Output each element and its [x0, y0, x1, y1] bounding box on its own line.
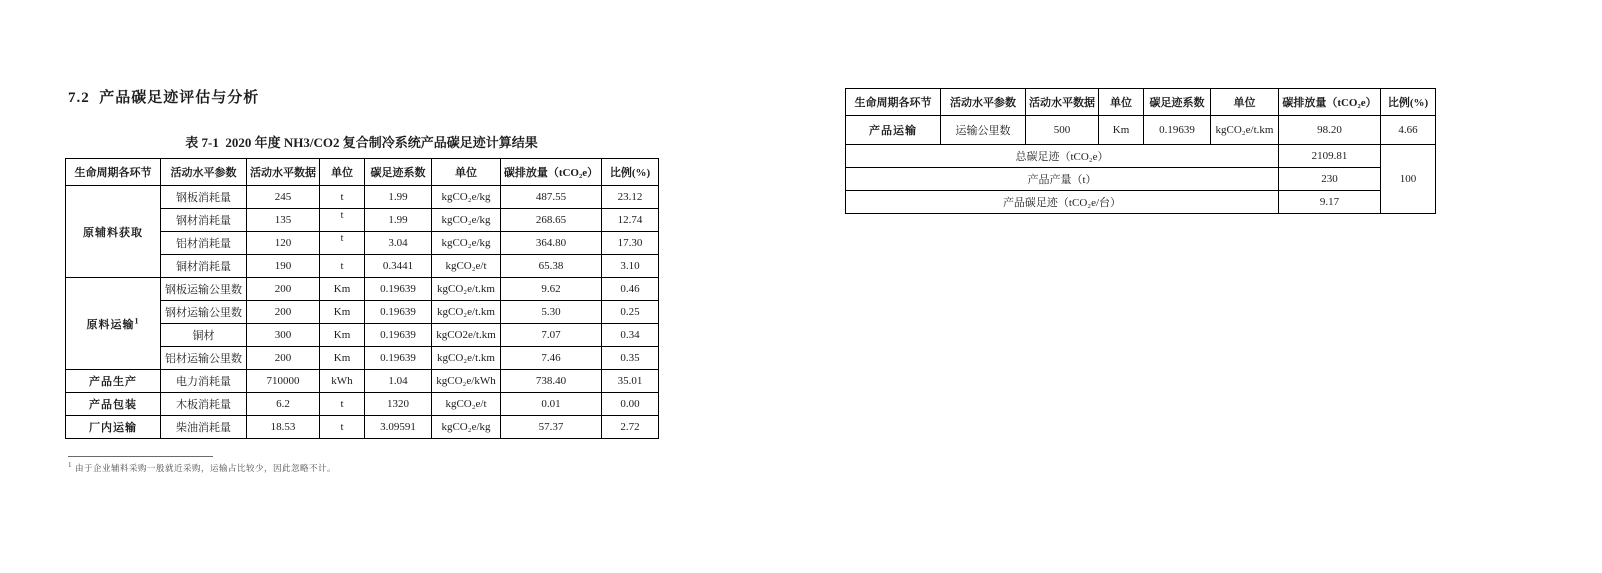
data-cell: 245 — [247, 186, 320, 209]
data-cell: 300 — [247, 324, 320, 347]
ratio-cell: 0.25 — [602, 301, 659, 324]
factor-cell: 0.19639 — [365, 347, 432, 370]
unit-cell: t — [320, 209, 365, 232]
factor-unit-cell: kgCO₂e/t — [432, 255, 501, 278]
emission-cell: 65.38 — [501, 255, 602, 278]
col-header-unit2: 单位 — [432, 159, 501, 186]
summary-value: 9.17 — [1279, 191, 1381, 214]
factor-cell: 0.19639 — [365, 301, 432, 324]
data-cell: 6.2 — [247, 393, 320, 416]
col-header-unit: 单位 — [320, 159, 365, 186]
emission-cell: 738.40 — [501, 370, 602, 393]
col-header-lifecycle: 生命周期各环节 — [846, 89, 941, 116]
merged-ratio-cell: 100 — [1381, 145, 1436, 214]
ratio-cell: 2.72 — [602, 416, 659, 439]
stage-cell-material-transport: 原料运输$^1$ — [66, 278, 161, 370]
summary-row-total-footprint — [846, 145, 1436, 168]
factor-unit-cell: kgCO₂e/t.km — [432, 278, 501, 301]
carbon-footprint-table-left — [65, 158, 659, 439]
footnote-text: 由于企业辅料采购一般就近采购，运输占比较少，因此忽略不计。 — [75, 462, 337, 473]
emission-cell: 7.07 — [501, 324, 602, 347]
col-header-emission: 碳排放量（tCO₂e） — [1279, 89, 1381, 116]
footnote — [68, 461, 336, 474]
col-header-ratio: 比例(%) — [1381, 89, 1436, 116]
unit-cell: t — [320, 232, 365, 255]
summary-label: 总碳足迹（tCO₂e） — [846, 145, 1279, 168]
param-cell: 铜材消耗量 — [161, 255, 247, 278]
unit-cell: kWh — [320, 370, 365, 393]
factor-unit-cell: kgCO₂e/kWh — [432, 370, 501, 393]
ratio-cell: 35.01 — [602, 370, 659, 393]
param-cell: 钢材运输公里数 — [161, 301, 247, 324]
footnote-marker: 1 — [68, 461, 72, 469]
unit-cell: Km — [320, 324, 365, 347]
table-header-row — [846, 89, 1436, 116]
ratio-cell: 0.35 — [602, 347, 659, 370]
col-header-activity-data: 活动水平数据 — [247, 159, 320, 186]
col-header-lifecycle: 生命周期各环节 — [66, 159, 161, 186]
table-title: 表 7-1 2020 年度 NH3/CO2 复合制冷系统产品碳足迹计算结果 — [185, 135, 538, 150]
param-cell: 铜材 — [161, 324, 247, 347]
param-cell: 铝材运输公里数 — [161, 347, 247, 370]
summary-label: 产品碳足迹（tCO₂e/台） — [846, 191, 1279, 214]
col-header-activity-data: 活动水平数据 — [1026, 89, 1099, 116]
ratio-cell: 4.66 — [1381, 116, 1436, 145]
factor-cell: 1320 — [365, 393, 432, 416]
table-row — [66, 278, 659, 301]
col-header-unit2: 单位 — [1211, 89, 1279, 116]
unit-cell: t — [320, 186, 365, 209]
factor-cell: 1.04 — [365, 370, 432, 393]
table-header-row — [66, 159, 659, 186]
summary-value: 230 — [1279, 168, 1381, 191]
ratio-cell: 0.46 — [602, 278, 659, 301]
unit-cell: t — [320, 416, 365, 439]
emission-cell: 487.55 — [501, 186, 602, 209]
factor-cell: 1.99 — [365, 209, 432, 232]
unit-cell: Km — [320, 278, 365, 301]
table-row — [66, 186, 659, 209]
table-row — [846, 116, 1436, 145]
unit-cell: Km — [1099, 116, 1144, 145]
ratio-cell: 0.34 — [602, 324, 659, 347]
factor-unit-cell: kgCO₂e/kg — [432, 232, 501, 255]
emission-cell: 0.01 — [501, 393, 602, 416]
data-cell: 18.53 — [247, 416, 320, 439]
factor-cell: 0.3441 — [365, 255, 432, 278]
factor-cell: 0.19639 — [1144, 116, 1211, 145]
stage-cell-internal-transport: 厂内运输 — [66, 416, 161, 439]
stage-cell-raw-materials: 原辅料获取 — [66, 186, 161, 278]
table-row — [66, 416, 659, 439]
col-header-emission: 碳排放量（tCO₂e） — [501, 159, 602, 186]
carbon-footprint-table-right — [845, 88, 1436, 214]
table-row — [66, 393, 659, 416]
emission-cell: 7.46 — [501, 347, 602, 370]
ratio-cell: 0.00 — [602, 393, 659, 416]
data-cell: 190 — [247, 255, 320, 278]
footnote-reference: 1 — [134, 315, 140, 325]
emission-cell: 57.37 — [501, 416, 602, 439]
summary-label: 产品产量（t） — [846, 168, 1279, 191]
data-cell: 120 — [247, 232, 320, 255]
factor-unit-cell: kgCO₂e/kg — [432, 209, 501, 232]
footnote-separator — [68, 456, 213, 457]
param-cell: 运输公里数 — [941, 116, 1026, 145]
data-cell: 500 — [1026, 116, 1099, 145]
summary-value: 2109.81 — [1279, 145, 1381, 168]
param-cell: 钢板运输公里数 — [161, 278, 247, 301]
data-cell: 710000 — [247, 370, 320, 393]
param-cell: 钢板消耗量 — [161, 186, 247, 209]
col-header-activity-param: 活动水平参数 — [941, 89, 1026, 116]
ratio-cell: 23.12 — [602, 186, 659, 209]
unit-cell: Km — [320, 301, 365, 324]
emission-cell: 5.30 — [501, 301, 602, 324]
factor-cell: 3.04 — [365, 232, 432, 255]
factor-cell: 1.99 — [365, 186, 432, 209]
param-cell: 钢材消耗量 — [161, 209, 247, 232]
stage-cell-production: 产品生产 — [66, 370, 161, 393]
factor-unit-cell: kgCO₂e/kg — [432, 416, 501, 439]
param-cell: 木板消耗量 — [161, 393, 247, 416]
summary-row-product-output — [846, 168, 1436, 191]
factor-unit-cell: kgCO2e/t.km — [432, 324, 501, 347]
unit-cell: t — [320, 255, 365, 278]
param-cell: 铝材消耗量 — [161, 232, 247, 255]
unit-cell: Km — [320, 347, 365, 370]
section-heading: 7.2 产品碳足迹评估与分析 — [68, 90, 260, 106]
ratio-cell: 17.30 — [602, 232, 659, 255]
summary-row-product-footprint — [846, 191, 1436, 214]
factor-cell: 0.19639 — [365, 278, 432, 301]
factor-unit-cell: kgCO₂e/kg — [432, 186, 501, 209]
stage-cell-product-transport: 产品运输 — [846, 116, 941, 145]
factor-unit-cell: kgCO₂e/t.km — [1211, 116, 1279, 145]
factor-cell: 0.19639 — [365, 324, 432, 347]
col-header-factor: 碳足迹系数 — [365, 159, 432, 186]
stage-cell-packaging: 产品包装 — [66, 393, 161, 416]
col-header-factor: 碳足迹系数 — [1144, 89, 1211, 116]
ratio-cell: 3.10 — [602, 255, 659, 278]
emission-cell: 268.65 — [501, 209, 602, 232]
emission-cell: 364.80 — [501, 232, 602, 255]
unit-cell: t — [320, 393, 365, 416]
data-cell: 135 — [247, 209, 320, 232]
factor-unit-cell: kgCO₂e/t — [432, 393, 501, 416]
emission-cell: 9.62 — [501, 278, 602, 301]
param-cell: 柴油消耗量 — [161, 416, 247, 439]
ratio-cell: 12.74 — [602, 209, 659, 232]
col-header-unit: 单位 — [1099, 89, 1144, 116]
param-cell: 电力消耗量 — [161, 370, 247, 393]
data-cell: 200 — [247, 278, 320, 301]
factor-unit-cell: kgCO₂e/t.km — [432, 347, 501, 370]
col-header-ratio: 比例(%) — [602, 159, 659, 186]
table-row — [66, 370, 659, 393]
emission-cell: 98.20 — [1279, 116, 1381, 145]
data-cell: 200 — [247, 347, 320, 370]
col-header-activity-param: 活动水平参数 — [161, 159, 247, 186]
data-cell: 200 — [247, 301, 320, 324]
factor-cell: 3.09591 — [365, 416, 432, 439]
factor-unit-cell: kgCO₂e/t.km — [432, 301, 501, 324]
